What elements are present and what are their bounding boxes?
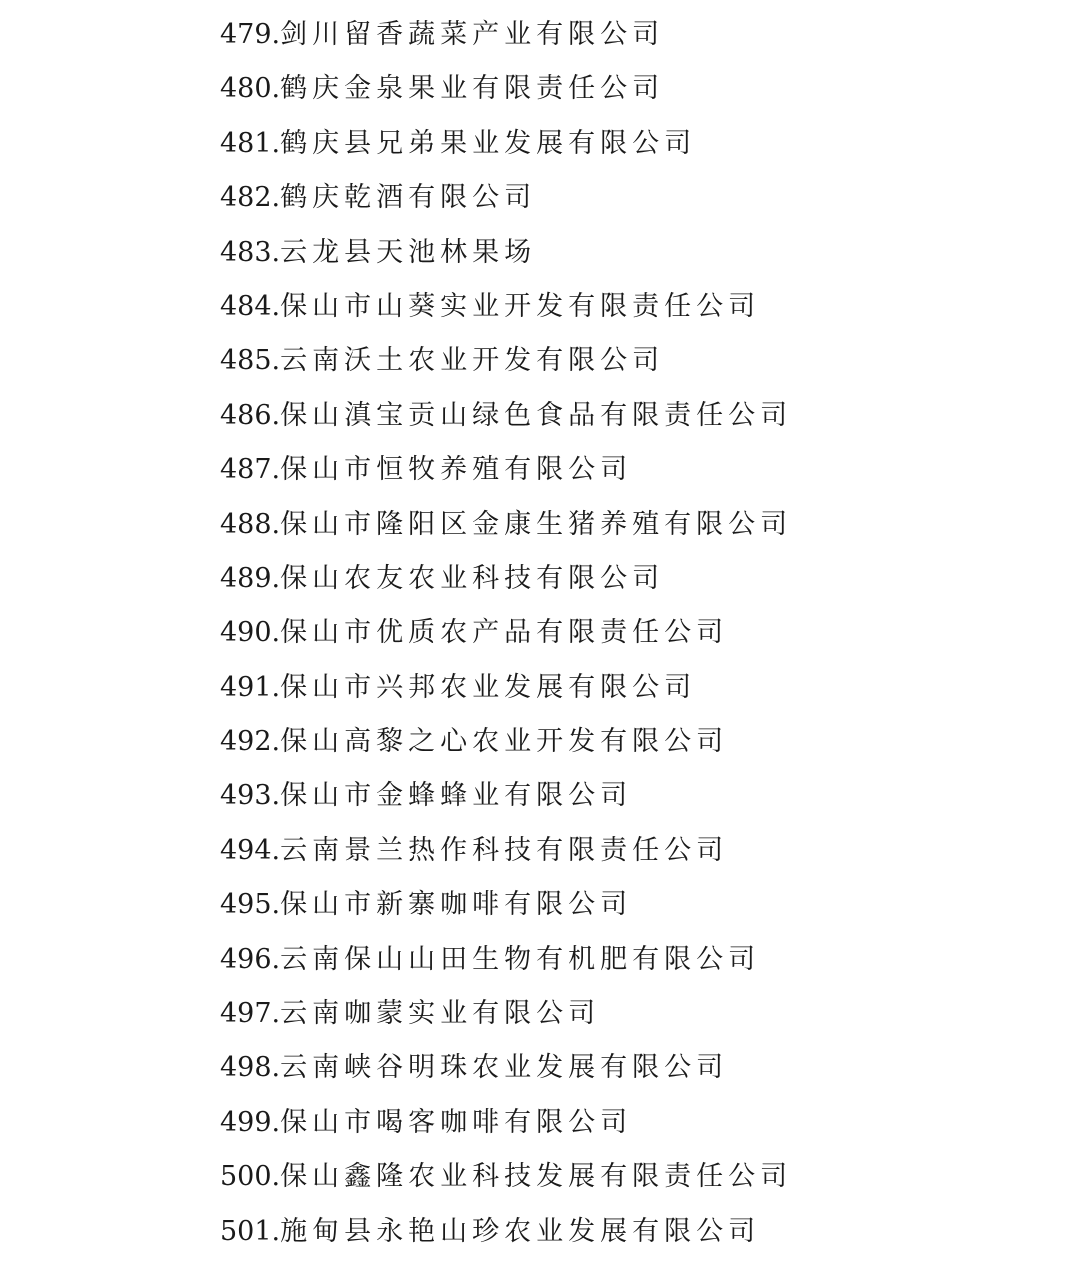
list-item	[220, 8, 792, 62]
company-name: 云南咖蒙实业有限公司	[280, 998, 601, 1030]
list-item	[220, 606, 792, 660]
item-number: 490.	[220, 617, 281, 649]
list-item	[220, 769, 792, 823]
item-number: 479.	[220, 19, 281, 50]
list-item	[220, 171, 792, 225]
company-name: 保山滇宝贡山绿色食品有限责任公司	[280, 399, 793, 431]
company-name: 鹤庆乾酒有限公司	[280, 182, 537, 214]
item-number: 482.	[220, 182, 281, 214]
company-name: 鹤庆县兄弟果业发展有限公司	[280, 127, 697, 159]
company-name: 鹤庆金泉果业有限责任公司	[280, 73, 665, 105]
list-item	[220, 552, 792, 606]
company-name: 保山农友农业科技有限公司	[280, 562, 665, 594]
item-number: 489.	[220, 562, 281, 594]
list-item	[220, 1096, 792, 1150]
list-item	[220, 226, 792, 280]
company-name: 云南保山山田生物有机肥有限公司	[280, 943, 761, 975]
item-number: 493.	[220, 780, 281, 812]
item-number: 496.	[220, 943, 281, 975]
item-number: 499.	[220, 1106, 281, 1138]
company-name: 保山市山葵实业开发有限责任公司	[280, 290, 761, 322]
list-item	[220, 715, 792, 769]
company-name: 保山市兴邦农业发展有限公司	[280, 671, 697, 703]
item-number: 494.	[220, 834, 281, 866]
item-number: 492.	[220, 726, 281, 758]
list-item	[220, 933, 792, 987]
item-number: 498.	[220, 1052, 281, 1084]
company-name: 云南景兰热作科技有限责任公司	[280, 834, 729, 866]
item-number: 487.	[220, 454, 281, 486]
item-number: 501.	[220, 1215, 281, 1247]
company-list	[220, 8, 792, 1259]
company-name: 剑川留香蔬菜产业有限公司	[280, 19, 665, 50]
list-item	[220, 334, 792, 388]
item-number: 500.	[220, 1161, 281, 1193]
item-number: 483.	[220, 236, 281, 268]
company-name: 云南峡谷明珠农业发展有限公司	[280, 1052, 729, 1084]
company-name: 保山市优质农产品有限责任公司	[280, 617, 729, 649]
list-item	[220, 443, 792, 497]
item-number: 484.	[220, 290, 281, 322]
item-number: 480.	[220, 73, 281, 105]
list-item	[220, 1150, 792, 1204]
company-name: 保山市隆阳区金康生猪养殖有限公司	[280, 508, 793, 540]
item-number: 485.	[220, 345, 281, 377]
list-item	[220, 280, 792, 334]
company-name: 云龙县天池林果场	[280, 236, 537, 268]
list-item	[220, 1205, 792, 1259]
item-number: 488.	[220, 508, 281, 540]
item-number: 491.	[220, 671, 281, 703]
list-item	[220, 824, 792, 878]
company-name: 云南沃土农业开发有限公司	[280, 345, 665, 377]
company-name: 保山高黎之心农业开发有限公司	[280, 726, 729, 758]
item-number: 481.	[220, 127, 281, 159]
list-item	[220, 62, 792, 116]
list-item	[220, 389, 792, 443]
item-number: 495.	[220, 889, 281, 921]
list-item	[220, 498, 792, 552]
list-item	[220, 1041, 792, 1095]
list-item	[220, 661, 792, 715]
company-name: 保山市喝客咖啡有限公司	[280, 1106, 633, 1138]
company-name: 保山市恒牧养殖有限公司	[280, 454, 633, 486]
company-name: 保山鑫隆农业科技发展有限责任公司	[280, 1161, 793, 1193]
company-name: 施甸县永艳山珍农业发展有限公司	[280, 1215, 761, 1247]
list-item	[220, 117, 792, 171]
company-name: 保山市金蜂蜂业有限公司	[280, 780, 633, 812]
item-number: 486.	[220, 399, 281, 431]
list-item	[220, 878, 792, 932]
list-item	[220, 987, 792, 1041]
company-name: 保山市新寨咖啡有限公司	[280, 889, 633, 921]
item-number: 497.	[220, 998, 281, 1030]
